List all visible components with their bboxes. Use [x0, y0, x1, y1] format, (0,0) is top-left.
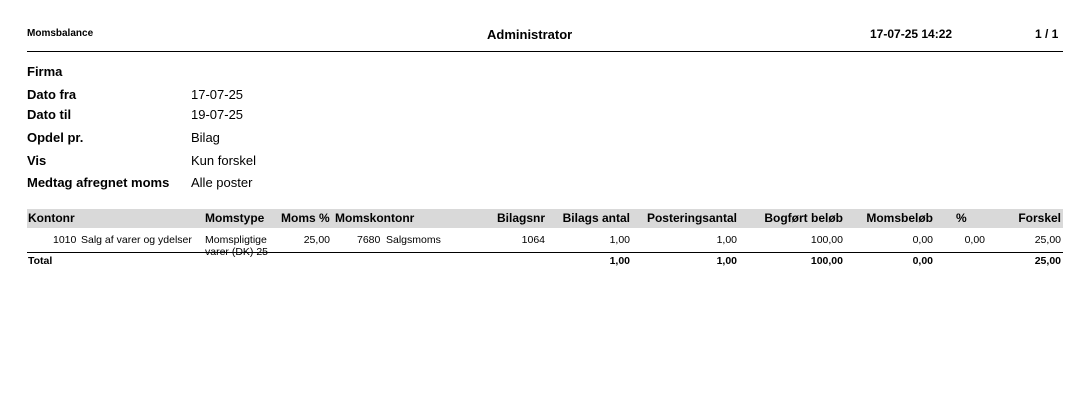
cell-bilags-antal: 1,00	[609, 234, 630, 246]
total-label: Total	[28, 255, 53, 267]
cell-momskonto-name: Salgsmoms	[386, 234, 441, 246]
total-bogfoert-beloeb: 100,00	[810, 255, 843, 267]
cell-momstype	[205, 234, 275, 258]
total-forskel: 25,00	[1034, 255, 1061, 267]
col-kontonr: Kontonr	[28, 211, 75, 225]
total-posteringsantal: 1,00	[716, 255, 737, 267]
cell-bilagsnr: 1064	[521, 234, 545, 246]
total-momsbeloeb: 0,00	[912, 255, 933, 267]
cell-momsbeloeb: 0,00	[912, 234, 933, 246]
report-datetime: 17-07-25 14:22	[870, 27, 953, 41]
cell-momskonto-no: 7680	[357, 234, 381, 246]
param-label-opdel: Opdel pr.	[27, 130, 84, 145]
param-value-medtag: Alle poster	[191, 175, 253, 190]
col-bilagsnr: Bilagsnr	[496, 211, 545, 225]
param-value-vis: Kun forskel	[191, 153, 257, 168]
param-label-dato-til: Dato til	[27, 107, 72, 122]
col-pct: %	[956, 211, 967, 225]
header-divider	[27, 51, 1063, 52]
param-label-vis: Vis	[27, 153, 47, 168]
col-moms-pct: Moms %	[281, 211, 330, 225]
cell-moms-pct: 25,00	[303, 234, 330, 246]
cell-bogfoert-beloeb: 100,00	[810, 234, 843, 246]
param-label-firma: Firma	[27, 64, 63, 79]
report-title: Momsbalance	[27, 28, 94, 39]
col-bilags-antal: Bilags antal	[562, 211, 630, 225]
cell-momstype-line2: varer (DK) 25	[205, 246, 269, 258]
col-bogfoert-beloeb: Bogført beløb	[764, 211, 843, 225]
cell-pct: 0,00	[964, 234, 985, 246]
user-name: Administrator	[487, 27, 573, 42]
cell-posteringsantal: 1,00	[716, 234, 737, 246]
cell-forskel: 25,00	[1034, 234, 1061, 246]
col-forskel: Forskel	[1018, 211, 1061, 225]
param-value-dato-fra: 17-07-25	[191, 87, 244, 102]
col-momskontonr: Momskontonr	[335, 211, 415, 225]
total-divider	[27, 252, 1063, 253]
cell-konto-no: 1010	[53, 234, 77, 246]
param-value-opdel: Bilag	[191, 130, 220, 145]
param-label-medtag: Medtag afregnet moms	[27, 175, 170, 190]
col-momsbeloeb: Momsbeløb	[866, 211, 933, 225]
param-value-dato-til: 19-07-25	[191, 107, 244, 122]
page-number: 1 / 1	[1035, 27, 1059, 41]
col-posteringsantal: Posteringsantal	[646, 211, 737, 225]
param-label-dato-fra: Dato fra	[27, 87, 77, 102]
total-bilags-antal: 1,00	[609, 255, 630, 267]
cell-momstype-line1: Momspligtige	[205, 234, 267, 246]
col-momstype: Momstype	[205, 211, 265, 225]
cell-konto-name: Salg af varer og ydelser	[81, 234, 192, 246]
